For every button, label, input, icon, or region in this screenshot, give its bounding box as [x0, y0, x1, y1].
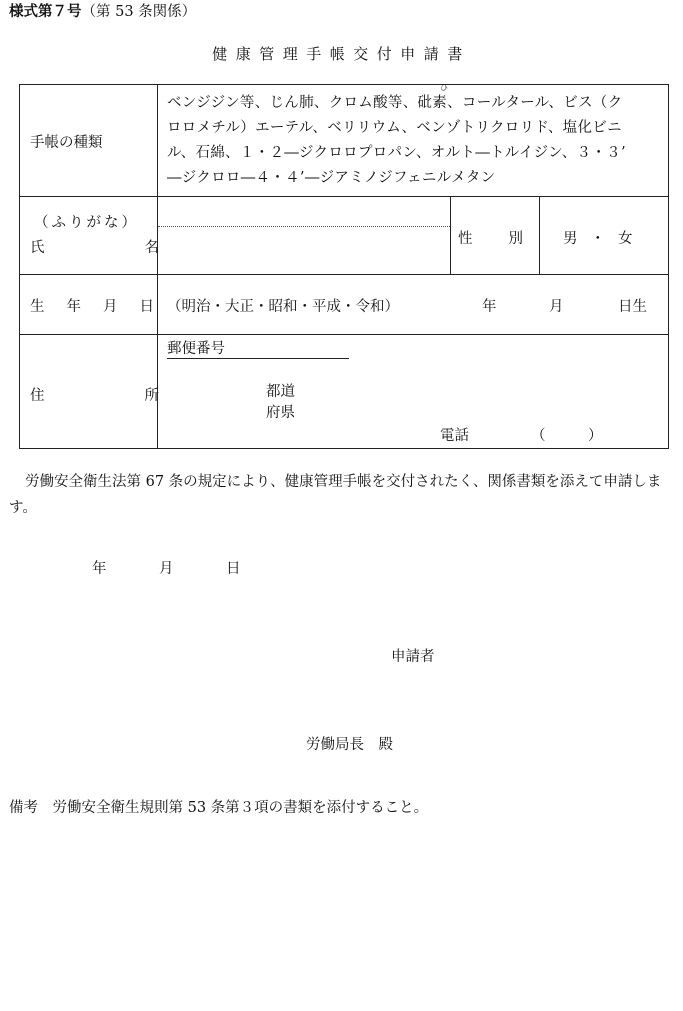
name-field[interactable]	[159, 228, 449, 273]
sex-label: 性別	[458, 231, 559, 247]
postal-code-field[interactable]	[167, 337, 349, 359]
birth-year-unit: 年	[482, 299, 497, 315]
form-number-label: 様式第７号	[9, 4, 82, 20]
application-statement: 労働安全衛生法第 67 条の規定により、健康管理手帳を交付されたく、関係書類を添えて申請します。	[9, 474, 662, 516]
notebook-type-label	[30, 131, 149, 152]
furigana-separator	[158, 226, 450, 227]
document-title: 健康管理手帳交付申請書	[212, 45, 471, 63]
date-year-unit: 年	[92, 561, 107, 577]
birth-date-label	[30, 295, 176, 316]
birth-date-label-text: 生年月日	[30, 299, 176, 315]
form-number	[9, 0, 196, 21]
name-label: 氏名	[30, 240, 259, 256]
date-month-unit: 月	[159, 561, 174, 577]
notebook-type-line: ル、石綿、１・２―ジクロロプロパン、オルト―トルイジン、３・３’	[167, 145, 626, 161]
row-divider	[20, 196, 668, 197]
sex-options[interactable]: 男・女	[563, 231, 646, 247]
form-article-reference: （第 53 条関係）	[81, 4, 197, 20]
phone-label: 電話	[440, 428, 469, 444]
notebook-type-line: ロロメチル）エーテル、ベリリウム、ベンゾトリクロリド、塩化ビニ	[167, 120, 622, 136]
furigana-field[interactable]	[159, 198, 449, 225]
ruby-reading: ひ	[440, 83, 448, 92]
phone-paren-close: ）	[588, 428, 603, 444]
row-divider	[20, 334, 668, 335]
phone-paren-open: （	[531, 428, 546, 444]
notebook-type-line: ベンジジン等、じん肺、クロム酸等、砒素、コールタール、ビス（ク	[167, 95, 623, 111]
applicant-label: 申請者	[391, 649, 435, 665]
date-day-unit: 日	[226, 561, 241, 577]
row-divider	[20, 274, 668, 275]
notebook-type-label-text: 手帳の種類	[30, 135, 103, 151]
notebook-type-list	[167, 91, 626, 191]
application-form-table	[19, 84, 669, 449]
addressee: 労働局長 殿	[306, 737, 393, 753]
birth-month-unit: 月	[549, 299, 564, 315]
column-divider	[450, 196, 451, 274]
prefecture-line-2: 府県	[266, 405, 295, 421]
furigana-label: （ふりがな）	[34, 215, 139, 231]
prefecture-line-1: 都道	[266, 384, 295, 400]
notebook-type-line: ―ジクロロ―４・４’―ジアミノジフェニルメタン	[167, 170, 496, 186]
postal-code-label: 郵便番号	[167, 337, 349, 359]
remarks: 備考 労働安全衛生規則第 53 条第３項の書類を添付すること。	[9, 800, 429, 816]
phone-field[interactable]	[548, 420, 590, 442]
birth-day-unit: 日生	[618, 299, 647, 315]
address-label: 住所	[30, 388, 259, 404]
era-options[interactable]: （明治・大正・昭和・平成・令和）	[167, 299, 399, 315]
